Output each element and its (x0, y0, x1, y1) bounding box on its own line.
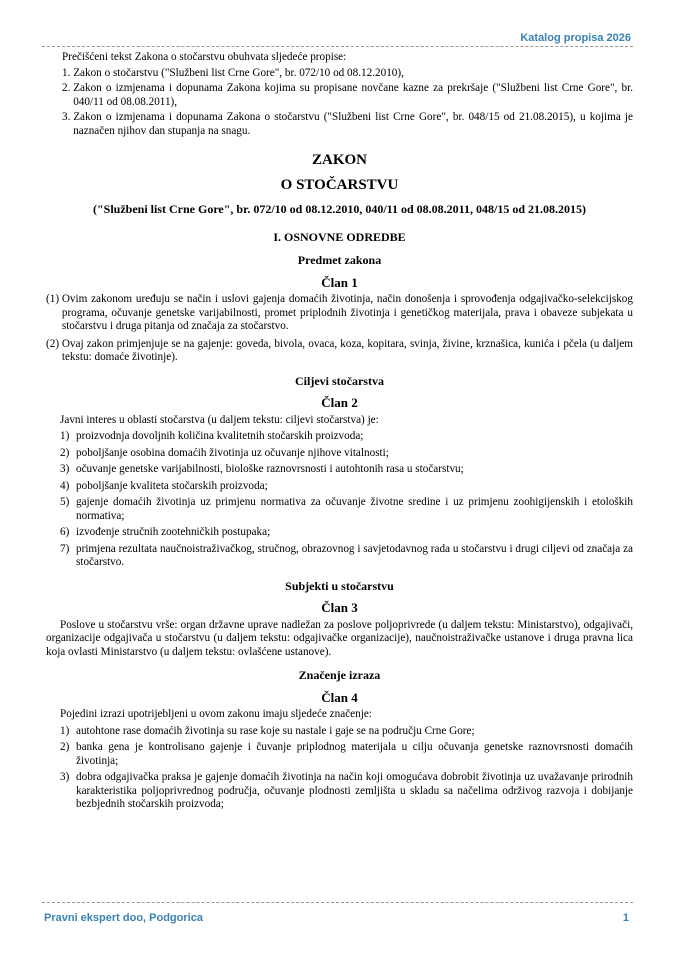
article-2-lead: Javni interes u oblasti stočarstva (u daljem tekstu: ciljevi stočarstva) je: (60, 413, 379, 426)
page-header (42, 30, 633, 47)
item-text: poboljšanje osobina domaćih životinja uz očuvanje njihove vitalnosti; (76, 446, 389, 459)
item-text: dobra odgajivačka praksa je gajenje domaćih životinja na način koji omogućava dobrobit životinja uz uvažavanje prirodnih karakteristika poljoprivrednog područja, očuvanje plodnosti zemljišta u skladu sa načelima održivog razvoja i dobijanje bezbjednih stočarskih proizvoda; (76, 771, 633, 810)
item-number: 3) (60, 463, 73, 475)
item-text: primjena rezultata naučnoistraživačkog, stručnog, obrazovnog i savjetodavnog rada u stočarstvu i drugi ciljevi od značaja za stočarstvo. (76, 542, 633, 568)
item-number: 6) (60, 526, 73, 538)
list-item (60, 771, 633, 812)
item-text: Zakon o izmjenama i dopunama Zakona kojima su propisane novčane kazne za prekršaje ("Službeni list Crne Gore", br. 040/11 od 08.08.2011), (73, 82, 633, 108)
section-title: I. OSNOVNE ODREDBE (273, 229, 406, 244)
list-item (60, 543, 633, 570)
item-number: 3. (62, 111, 74, 123)
article-3-title: Član 3 (321, 600, 358, 615)
subheading-subjekti: Subjekti u stočarstvu (285, 578, 394, 593)
item-number: 5) (60, 496, 73, 508)
subheading-ciljevi: Ciljevi stočarstva (295, 373, 384, 388)
subheading-predmet: Predmet zakona (297, 253, 382, 267)
intro-block (46, 51, 633, 138)
page-footer (42, 902, 633, 933)
article-2-title: Član 2 (321, 395, 358, 410)
article-3-text: Poslove u stočarstvu vrše: organ državne uprave nadležan za poslove poljoprivrede (u daljem tekstu: Ministarstvo), odgajivači, organizacije odgajivača u stočarstvu (u daljem tekstu: odgajivačke organizacije), naučnoistraživačke ustanove i druga pravna lica koja ovlasti Ministarstvo (u daljem tekstu: ovlašćene ustanove). (46, 618, 633, 658)
item-number: 7) (60, 542, 73, 555)
subheading-znacenje: Značenje izraza (298, 668, 381, 682)
item-text: očuvanje genetske varijabilnosti, biološke raznovrsnosti i autohtonih rasa u stočarstvu; (76, 463, 464, 475)
item-number: 2. (62, 82, 74, 94)
paragraph-text: Ovim zakonom uređuju se način i uslovi gajenja domaćih životinja, način donošenja i sprovođenja odgajivačko-selekcijskog programa, očuvanje genetske varijabilnosti, promet priplodnih životinja i genetičkog materijala, prava i obaveze subjekata u stočarstvu i druga pitanja od značaja za stočarstvo. (61, 293, 633, 332)
list-item (60, 447, 633, 461)
paragraph-number: (2) (46, 337, 62, 350)
item-text: gajenje domaćih životinja uz primjenu normativa za očuvanje životne sredine i uz primjenu zoohigijenskih i etoloških normativa; (76, 496, 633, 522)
article-1-paragraph (46, 293, 633, 334)
item-text: banka gena je kontrolisano gajenje i čuvanje priplodnog materijala u cilju očuvanja genetske raznovrsnosti domaćih životinja; (76, 741, 633, 767)
header-title: Katalog propisa 2026 (520, 32, 631, 44)
page-number: 1 (622, 912, 629, 924)
list-item (60, 463, 633, 477)
list-item (60, 480, 633, 494)
item-text: izvođenje stručnih zootehničkih postupaka; (76, 526, 271, 538)
article-1-paragraph (46, 338, 633, 365)
intro-item (62, 67, 633, 81)
item-text: autohtone rase domaćih životinja su rase koje su nastale i gaje se na području Crne Gore; (76, 724, 475, 737)
item-number: 3) (60, 771, 73, 783)
item-number: 4) (60, 479, 73, 492)
footer-publisher: Pravni ekspert doo, Podgorica (44, 912, 203, 924)
article-4-list (46, 725, 633, 812)
item-text: Zakon o izmjenama i dopunama Zakona o stočarstvu ("Službeni list Crne Gore", br. 048/15 od 21.08.2015), u kojima je naznačen njihov dan stupanja na snagu. (73, 111, 633, 137)
paragraph-text: Ovaj zakon primjenjuje se na gajenje: goveda, bivola, ovaca, koza, kopitara, svinja, živine, krznašica, kunića i pčela (u daljem tekstu: domaće životinje). (61, 337, 633, 363)
paragraph-number: (1) (46, 293, 62, 305)
list-item (60, 526, 633, 540)
list-item (60, 741, 633, 768)
list-item (60, 430, 633, 444)
list-item (60, 725, 633, 739)
document-body (46, 51, 633, 812)
item-number: 2) (60, 446, 73, 459)
item-number: 1. (62, 66, 74, 79)
law-name: O STOČARSTVU (280, 176, 399, 193)
item-number: 1) (60, 430, 73, 442)
article-1-title: Član 1 (321, 274, 358, 290)
intro-item (62, 82, 633, 109)
item-text: poboljšanje kvaliteta stočarskih proizvoda; (76, 479, 268, 492)
item-number: 1) (60, 724, 73, 737)
gazette-reference: ("Službeni list Crne Gore", br. 072/10 od 08.12.2010, 040/11 od 08.08.2011, 048/15 od 21.08.2015) (92, 202, 587, 216)
item-text: Zakon o stočarstvu ("Službeni list Crne Gore", br. 072/10 od 08.12.2010), (73, 66, 404, 79)
article-2-list (46, 430, 633, 570)
item-text: proizvodnja dovoljnih količina kvalitetnih stočarskih proizvoda; (76, 430, 364, 442)
list-item (60, 496, 633, 523)
intro-item (62, 111, 633, 138)
law-heading: ZAKON (311, 152, 367, 168)
article-4-lead: Pojedini izrazi upotrijebljeni u ovom zakonu imaju sljedeće značenje: (60, 708, 372, 720)
item-number: 2) (60, 741, 73, 753)
article-4-title: Član 4 (321, 689, 358, 705)
intro-lead: Prečišćeni tekst Zakona o stočarstvu obuhvata sljedeće propise: (62, 51, 347, 63)
